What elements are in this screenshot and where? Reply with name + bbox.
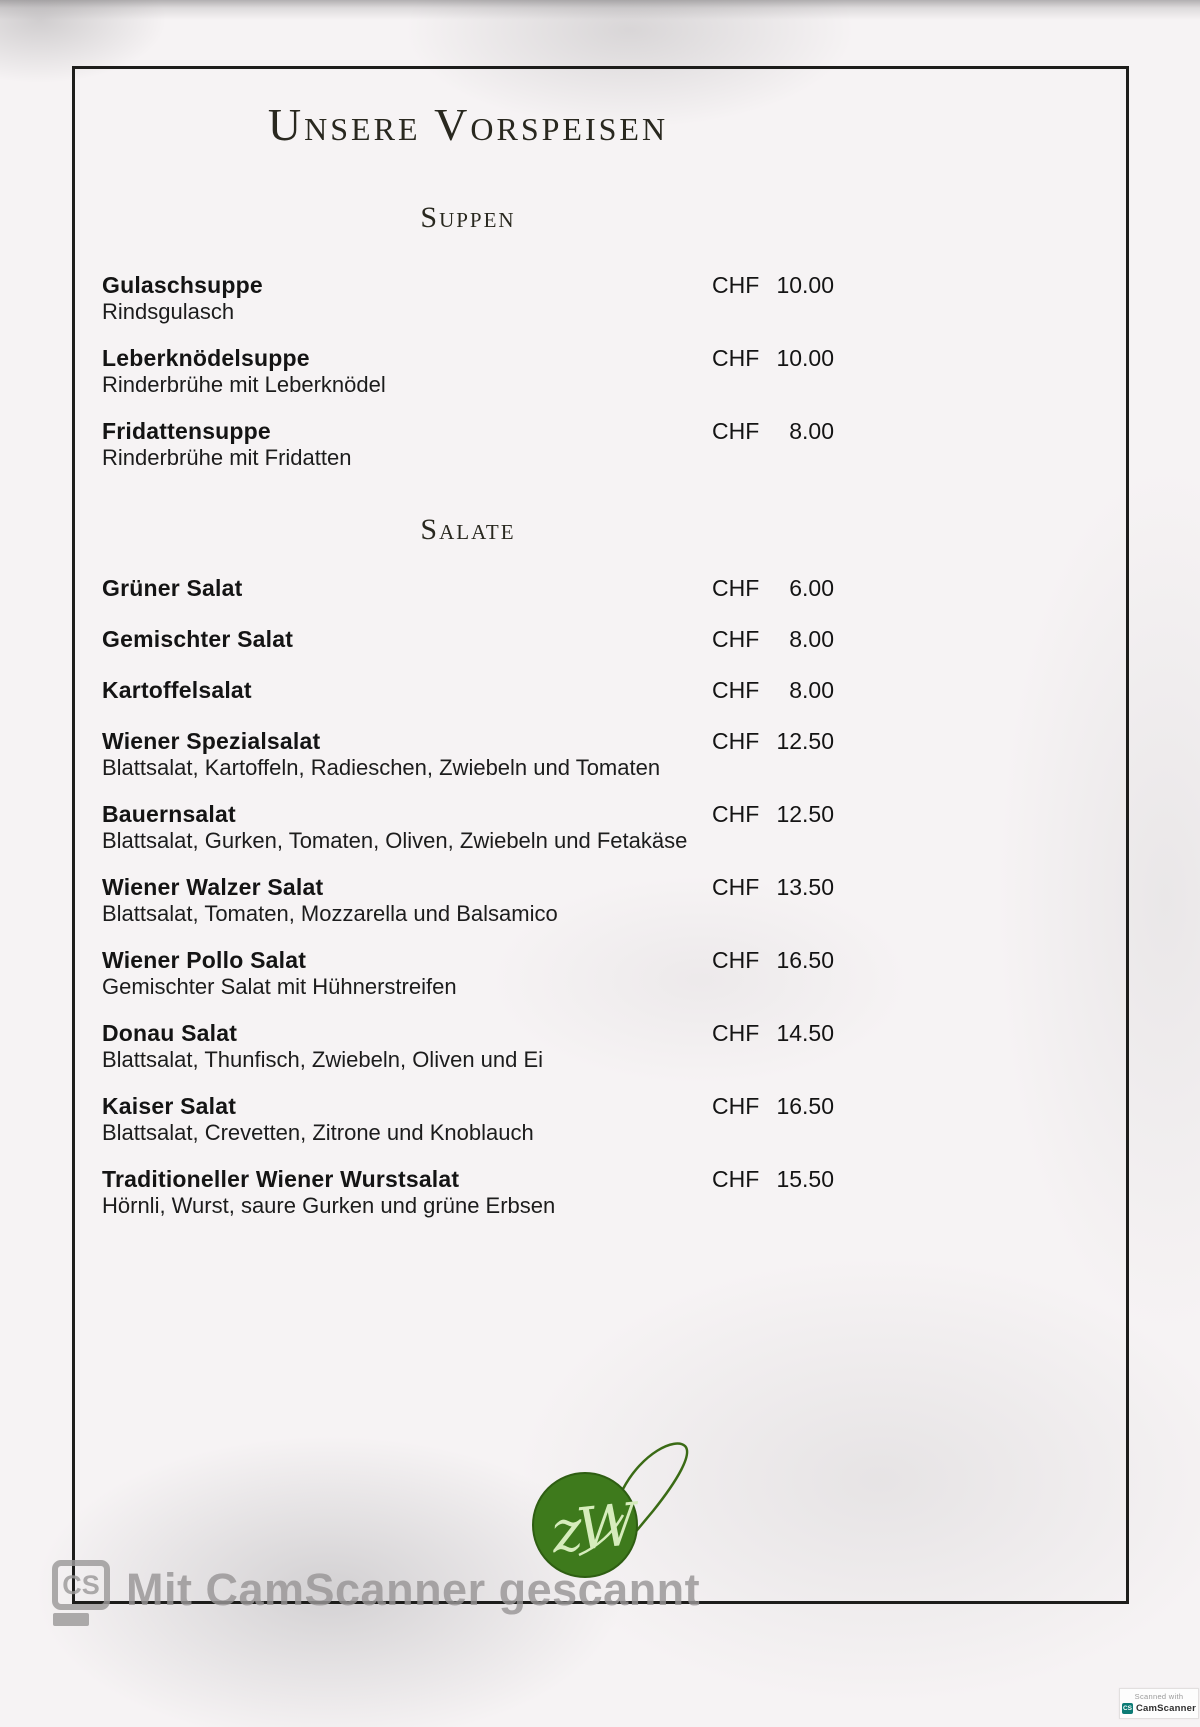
price-amount: 10.00 [776,272,834,299]
menu-item-text [102,874,558,928]
badge-scanned-with: Scanned with [1134,1692,1184,1701]
menu-item-price [712,418,834,444]
menu-item-text [102,575,242,601]
menu-item [102,1093,834,1147]
section-heading-salate: Salate [420,513,516,547]
menu-item-price [712,1166,834,1192]
logo-initials: zW [548,1490,635,1567]
price-currency: CHF [712,1020,760,1047]
menu-item [102,272,834,326]
badge-cs-icon: CS [1122,1705,1132,1712]
menu-item-name: Wiener Pollo Salat [102,947,307,974]
menu-item-description: Rinderbrühe mit Leberknödel [102,372,386,398]
menu-item-price [712,947,834,973]
menu-item-name: Kartoffelsalat [102,677,252,704]
menu-item [102,575,834,601]
menu-item-price [712,272,834,298]
menu-item [102,801,834,855]
price-amount: 10.00 [776,345,834,372]
price-currency: CHF [712,345,760,372]
price-currency: CHF [712,418,760,445]
menu-item-price [712,1093,834,1119]
menu-item [102,677,834,703]
menu-item-price [712,677,834,703]
menu-item-text [102,345,386,399]
price-amount: 6.00 [789,575,834,602]
menu-item-name: Gulaschsuppe [102,272,263,299]
price-currency: CHF [712,801,760,828]
menu-item-text [102,626,293,652]
menu-item-name: Traditioneller Wiener Wurstsalat [102,1166,460,1193]
price-amount: 8.00 [789,626,834,653]
menu-item-text [102,1020,543,1074]
menu-item-text [102,677,252,703]
scanned-with-camscanner-badge [1119,1688,1199,1719]
menu-item-description: Blattsalat, Gurken, Tomaten, Oliven, Zwiebeln und Fetakäse [102,828,688,854]
badge-brand-name: CamScanner [1135,1703,1197,1714]
watermark-text: Mit CamScanner gescannt [126,1564,701,1615]
cs-icon-glyph: CS [52,1560,110,1610]
menu-item-price [712,801,834,827]
menu-item-price [712,345,834,371]
menu-item-name: Gemischter Salat [102,626,294,653]
price-amount: 8.00 [789,677,834,704]
menu-item [102,345,834,399]
menu-item [102,728,834,782]
menu-item-description: Rinderbrühe mit Fridatten [102,445,352,471]
menu-item-price [712,874,834,900]
menu-item-text [102,418,351,472]
menu-item-name: Bauernsalat [102,801,236,828]
menu-item-text [102,947,457,1001]
price-currency: CHF [712,626,760,653]
salate-item-list [102,575,834,1220]
menu-item-text [102,272,263,326]
badge-brand-row [1120,1703,1198,1714]
menu-item [102,874,834,928]
price-amount: 12.50 [776,801,834,828]
price-amount: 16.50 [776,1093,834,1120]
price-currency: CHF [712,1093,760,1120]
menu-item-name: Grüner Salat [102,575,243,602]
price-amount: 15.50 [776,1166,834,1193]
section-heading-suppen: Suppen [420,201,516,235]
cs-icon-base [53,1613,89,1626]
menu-item-description: Hörnli, Wurst, saure Gurken und grüne Erbsen [102,1193,556,1219]
menu-item-description: Gemischter Salat mit Hühnerstreifen [102,974,457,1000]
price-amount: 13.50 [776,874,834,901]
menu-content [102,0,834,1239]
section-salate [102,512,834,1220]
price-amount: 16.50 [776,947,834,974]
menu-item-description: Rindsgulasch [102,299,235,325]
menu-item [102,418,834,472]
menu-item-price [712,1020,834,1046]
menu-item-name: Fridattensuppe [102,418,271,445]
price-currency: CHF [712,575,760,602]
price-amount: 8.00 [789,418,834,445]
menu-item-name: Leberknödelsuppe [102,345,310,372]
menu-item-text [102,1093,534,1147]
menu-item [102,626,834,652]
menu-item-text [102,728,660,782]
suppen-item-list [102,272,834,472]
menu-item-name: Wiener Spezialsalat [102,728,321,755]
menu-item [102,1020,834,1074]
price-currency: CHF [712,272,760,299]
menu-item [102,947,834,1001]
page-title: Unsere Vorspeisen [267,99,669,150]
price-currency: CHF [712,874,760,901]
price-currency: CHF [712,677,760,704]
menu-item-description: Blattsalat, Crevetten, Zitrone und Knoblauch [102,1120,534,1146]
camscanner-cs-icon [52,1560,110,1626]
menu-item-description: Blattsalat, Thunfisch, Zwiebeln, Oliven und Ei [102,1047,544,1073]
menu-item [102,1166,834,1220]
menu-item-name: Kaiser Salat [102,1093,237,1120]
price-amount: 12.50 [776,728,834,755]
price-amount: 14.50 [776,1020,834,1047]
price-currency: CHF [712,728,760,755]
price-currency: CHF [712,1166,760,1193]
menu-item-price [712,575,834,601]
menu-item-name: Donau Salat [102,1020,238,1047]
menu-item-description: Blattsalat, Tomaten, Mozzarella und Balsamico [102,901,558,927]
menu-item-name: Wiener Walzer Salat [102,874,324,901]
menu-item-description: Blattsalat, Kartoffeln, Radieschen, Zwiebeln und Tomaten [102,755,661,781]
menu-item-text [102,801,687,855]
price-currency: CHF [712,947,760,974]
camscanner-watermark [52,1560,700,1626]
menu-item-text [102,1166,555,1220]
menu-item-price [712,728,834,754]
section-suppen [102,200,834,472]
menu-item-price [712,626,834,652]
